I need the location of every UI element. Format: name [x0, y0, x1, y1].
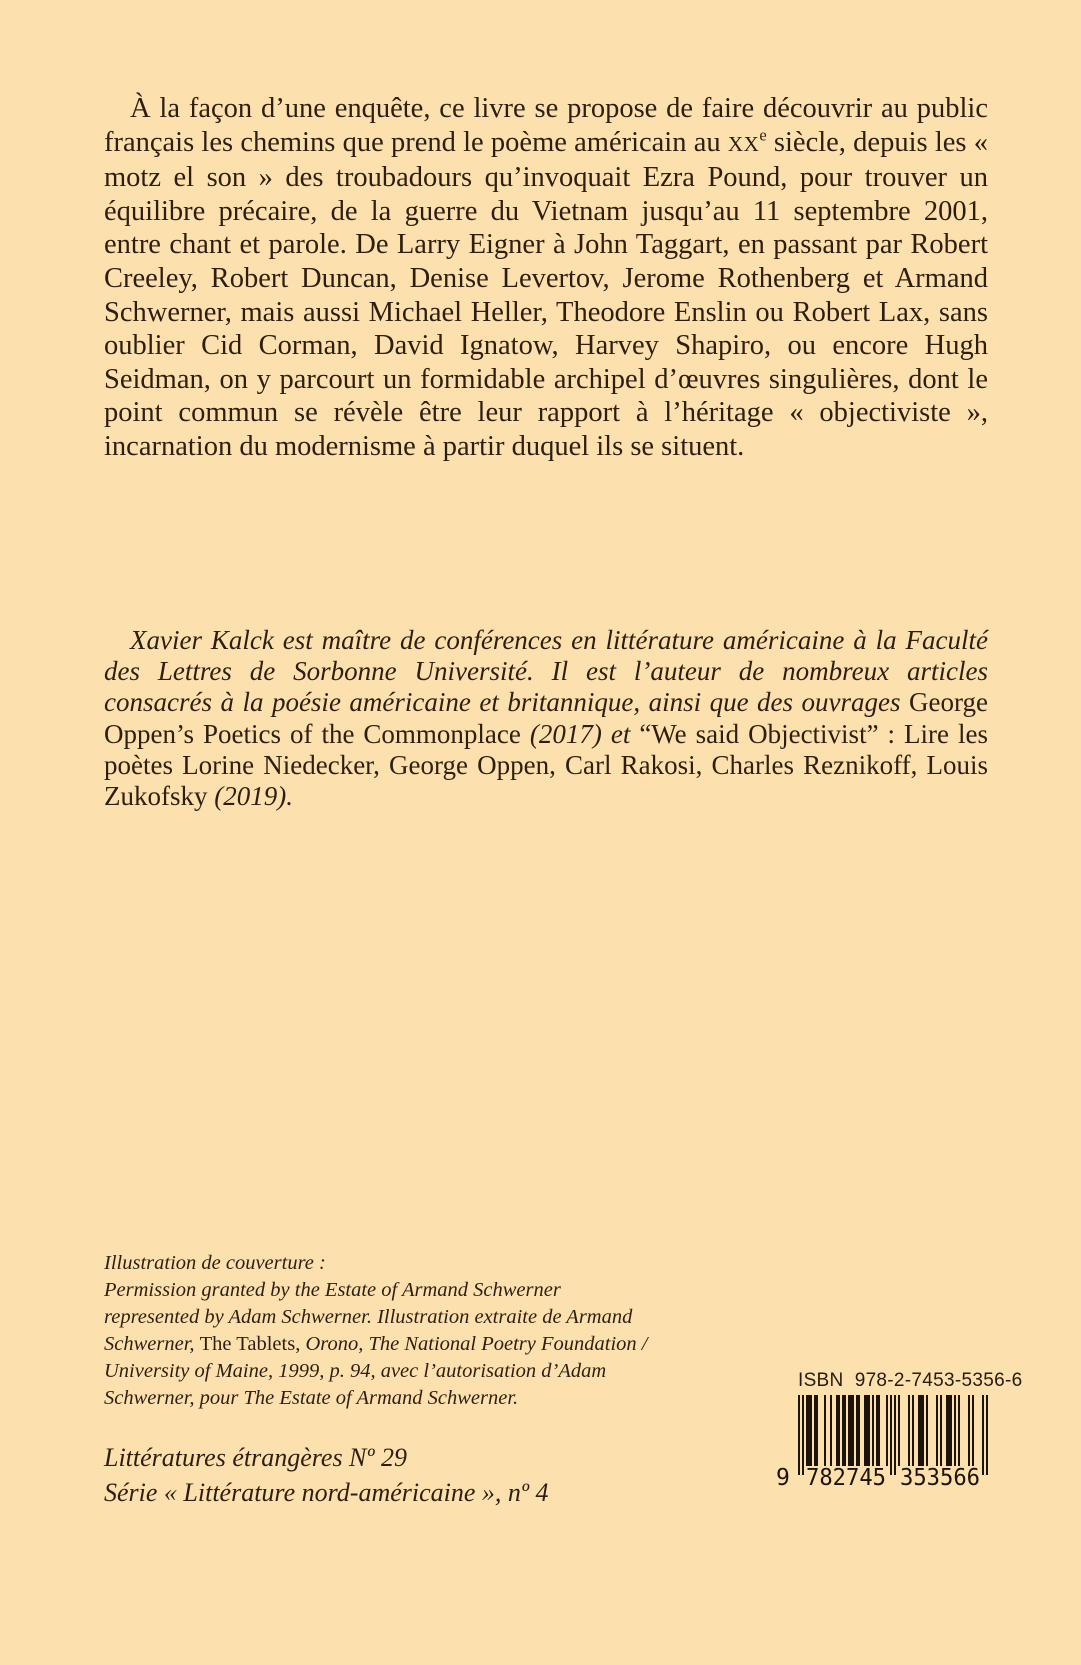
bio-text: (2019). [214, 781, 293, 812]
cover-credit [104, 1250, 684, 1412]
svg-text:9: 9 [776, 1465, 790, 1489]
bio-text: Xavier Kalck est maître de conférences en littérature américaine à la Faculté des Lettres de Sorbonne Université. Il est l’auteur de nombreux articles consacrés à la poésie américaine et britannique, ainsi que des ouvrages [104, 625, 988, 718]
credit-line: represented by Adam Schwerner. Illustration extraite de Armand [104, 1306, 633, 1328]
credit-heading: Illustration de couverture : [104, 1252, 326, 1274]
synopsis-lead: À la façon d’une enquête, ce livre se propose de faire découvrir au public français les chemins que prend le poème américain au [104, 93, 988, 158]
century-smallcaps: XX [727, 131, 760, 156]
bio-text: (2017) et [529, 718, 640, 749]
author-bio-paragraph [104, 625, 988, 812]
synopsis-paragraph [104, 92, 988, 464]
book-title-commonplace: George Oppen’s Poetics of the Commonplace [104, 687, 988, 749]
svg-text:353566: 353566 [900, 1465, 980, 1489]
series-line: Série « Littérature nord-américaine », nº 4 [104, 1477, 549, 1507]
credit-line: Permission granted by the Estate of Armand Schwerner [104, 1279, 561, 1301]
credit-line: Schwerner, The Tablets, Orono, The National Poetry Foundation / [104, 1333, 648, 1355]
ean-barcode [774, 1395, 990, 1489]
book-title-objectivist: “We said Objectivist” : Lire les poètes Lorine Niedecker, George Oppen, Carl Rakosi, Charles Reznikoff, Louis Zukofsky [104, 718, 988, 812]
series-block [104, 1441, 744, 1510]
collection-line: Littératures étrangères Nº 29 [104, 1443, 407, 1472]
credit-line: Schwerner, pour The Estate of Armand Schwerner. [104, 1387, 519, 1409]
isbn-label: ISBN 978-2-7453-5356-6 [798, 1370, 1023, 1391]
century-superscript: e [759, 125, 767, 145]
credit-line: University of Maine, 1999, p. 94, avec l’autorisation d’Adam [104, 1360, 607, 1382]
synopsis-rest: siècle, depuis les « motz el son » des troubadours qu’invoquait Ezra Pound, pour trouver un équilibre précaire, de la guerre du Vietnam jusqu’au 11 septembre 2001, entre chant et parole. De Larry Eigner à John Taggart, en passant par Robert Creeley, Robert Duncan, Denise Levertov, Jerome Rothenberg et Armand Schwerner, mais aussi Michael Heller, Theodore Enslin ou Robert Lax, sans oublier Cid Corman, David Ignatow, Harvey Shapiro, ou encore Hugh Seidman, on y parcourt un formidable archipel d’œuvres singulières, dont le point commun se révèle être leur rapport à l’héritage « objectiviste », incarnation du modernisme à partir duquel ils se situent. [104, 126, 988, 462]
isbn-barcode-block [774, 1370, 1023, 1489]
book-title-tablets: The Tablets, [199, 1333, 306, 1355]
svg-text:782745: 782745 [806, 1465, 886, 1489]
